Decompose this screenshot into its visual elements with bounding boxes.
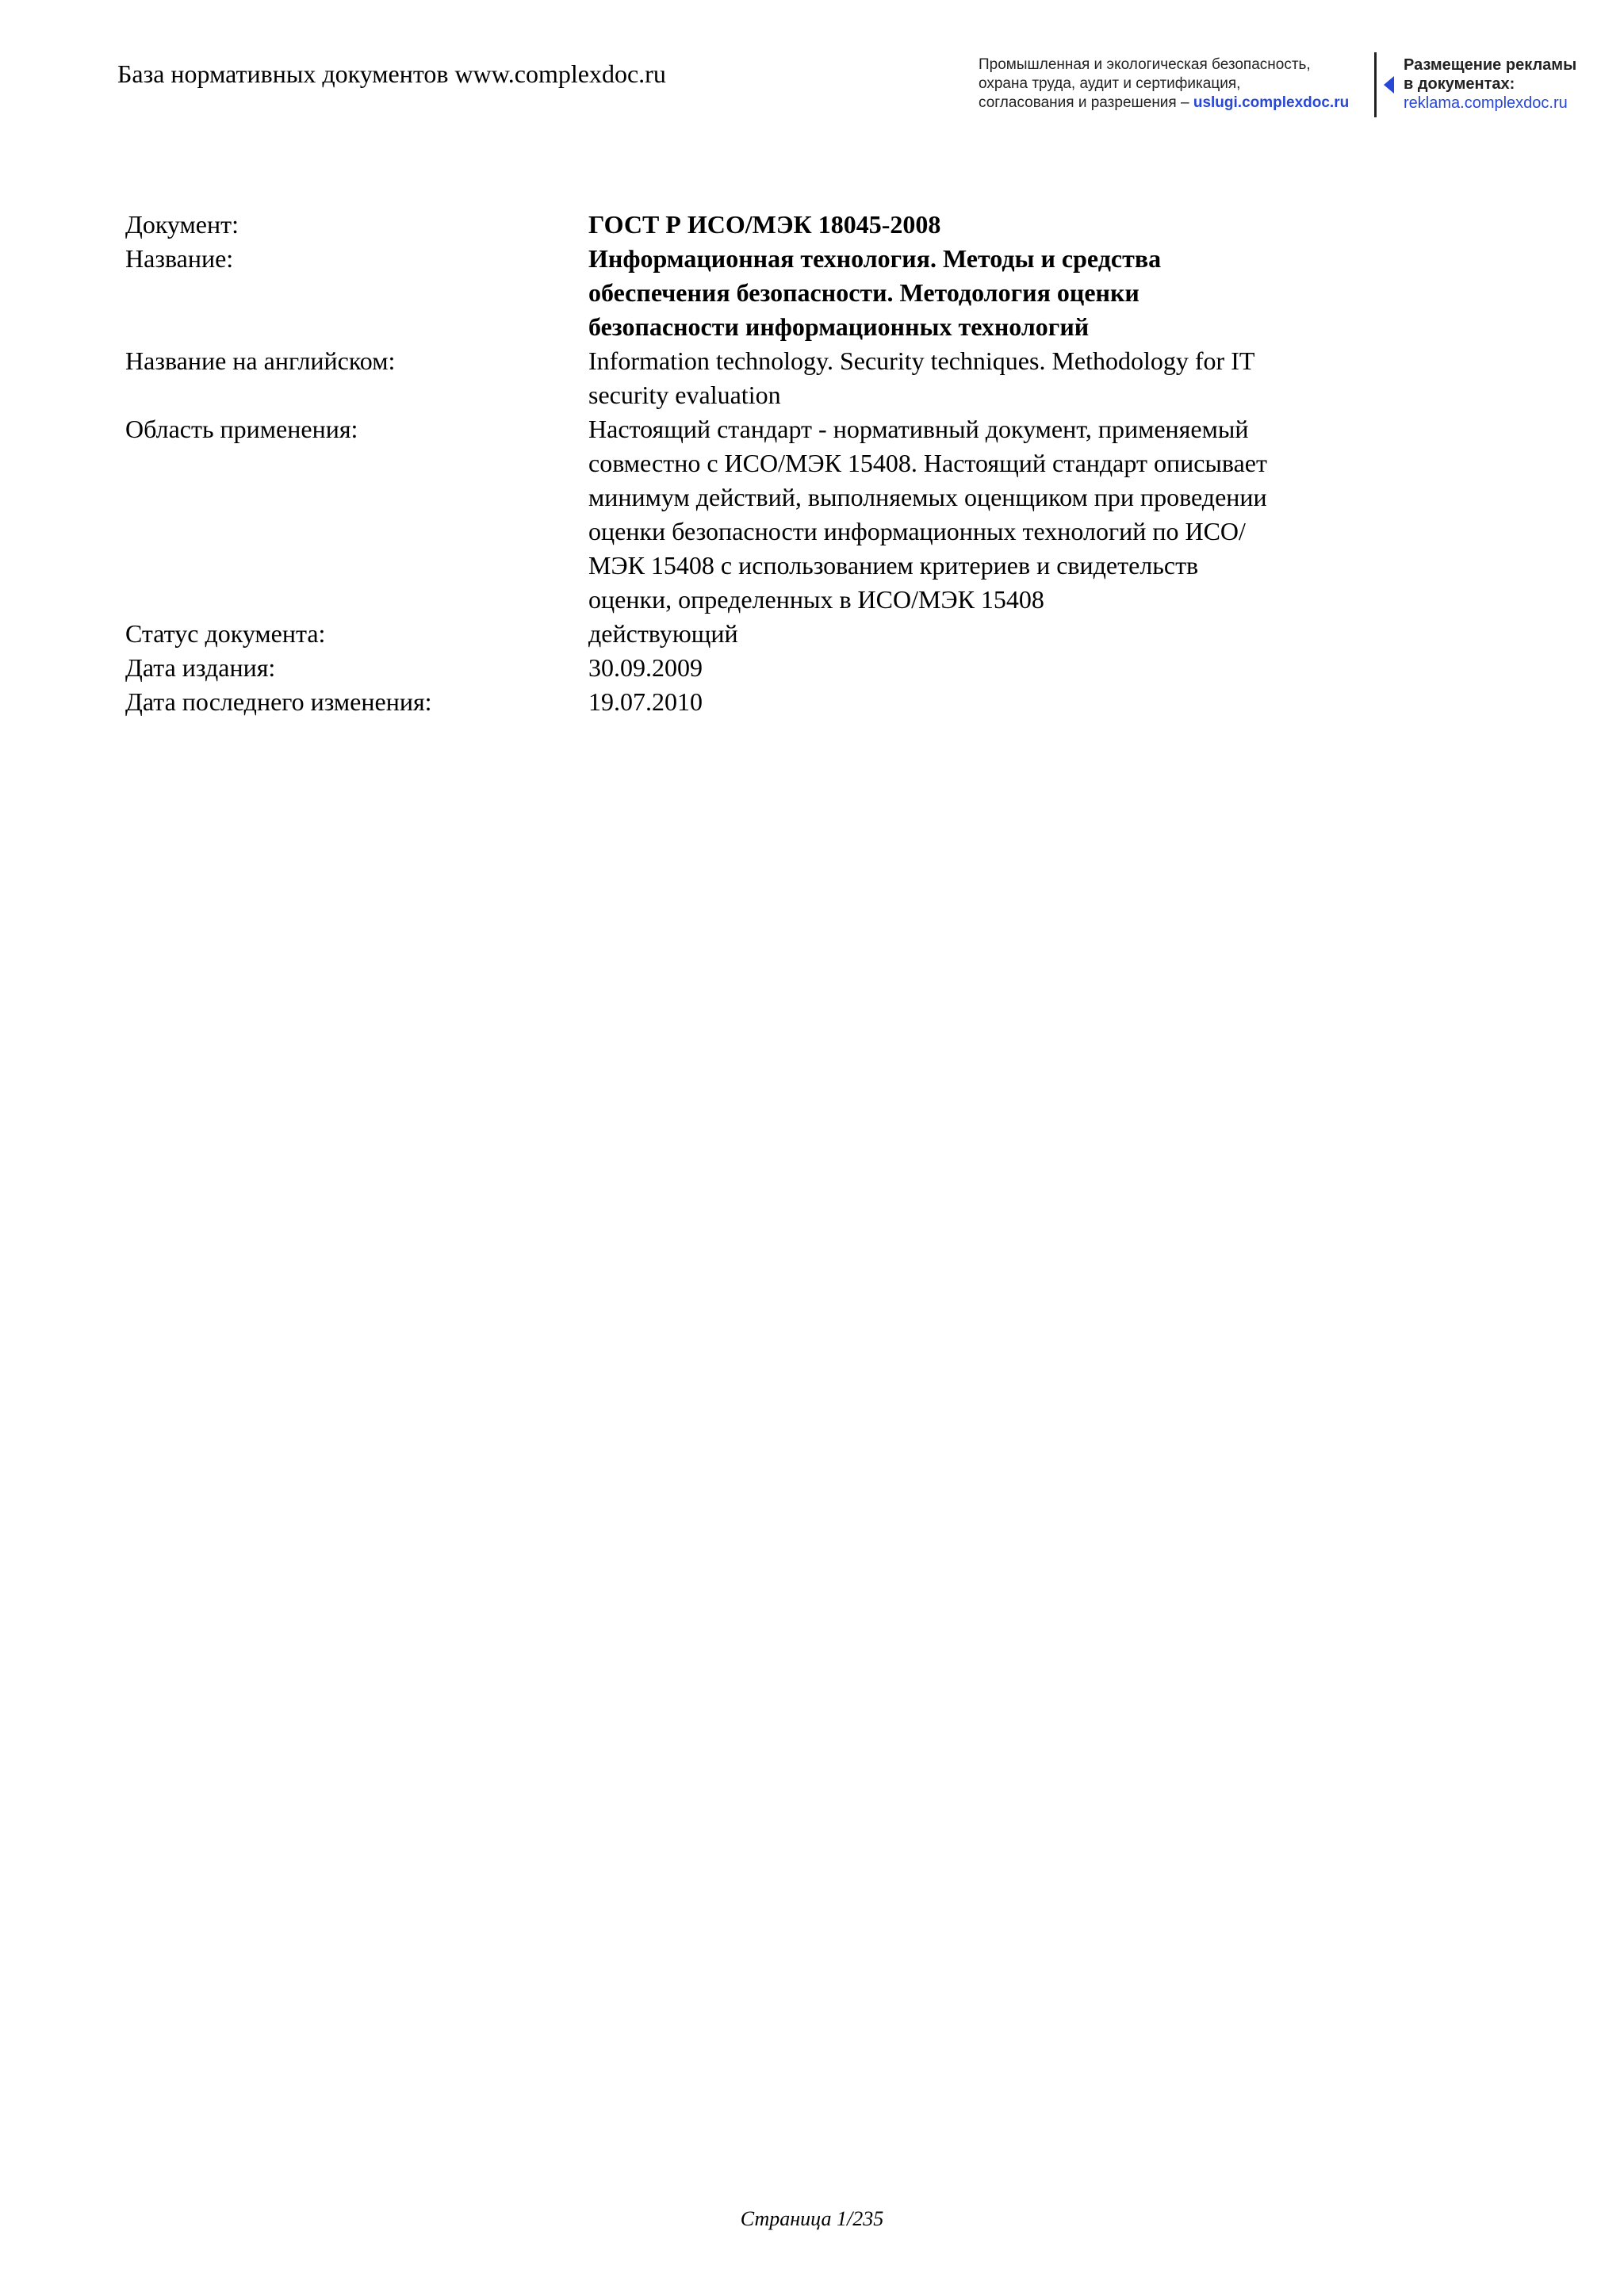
document-info-table [125, 208, 1283, 719]
row-modified-date [125, 685, 1283, 719]
value-publish-date: 30.09.2009 [588, 653, 703, 682]
row-title [125, 242, 1283, 344]
label-scope: Область применения: [125, 415, 358, 443]
advertising-ad-line-1: Размещение рекламы [1404, 56, 1577, 74]
row-scope [125, 412, 1283, 617]
row-title-english [125, 344, 1283, 412]
label-status: Статус документа: [125, 619, 326, 648]
page-number: Страница 1/235 [740, 2207, 884, 2230]
row-publish-date [125, 651, 1283, 685]
advertising-ad-line-2: в документах: [1404, 75, 1515, 93]
label-publish-date: Дата издания: [125, 653, 276, 682]
arrow-left-icon [1384, 76, 1394, 94]
services-ad[interactable] [979, 55, 1349, 113]
row-document [125, 208, 1283, 242]
ad-divider [1374, 52, 1377, 117]
label-title-english: Название на английском: [125, 346, 396, 375]
value-modified-date: 19.07.2010 [588, 687, 703, 716]
uslugi-link[interactable]: uslugi.complexdoc.ru [1193, 94, 1350, 111]
value-title: Информационная технология. Методы и средства обеспечения безопасности. Методология оценки безопасности информационных технологий [588, 244, 1162, 341]
label-document: Документ: [125, 210, 239, 239]
advertising-ad[interactable] [1404, 55, 1576, 113]
services-ad-line-2: охрана труда, аудит и сертификация, [979, 75, 1241, 92]
services-ad-line-3 [979, 94, 1349, 113]
services-ad-line-1: Промышленная и экологическая безопасность, [979, 56, 1311, 73]
value-scope: Настоящий стандарт - нормативный документ, применяемый совместно с ИСО/МЭК 15408. Настоящий стандарт описывает минимум действий, выполняемых оценщиком при проведении оценки безопасности информационных технологий по ИСО/МЭК 15408 с использованием критериев и свидетельств оценки, определенных в ИСО/МЭК 15408 [588, 415, 1267, 614]
value-status: действующий [588, 619, 738, 648]
reklama-link[interactable]: reklama.complexdoc.ru [1404, 94, 1568, 112]
services-ad-prefix: согласования и разрешения – [979, 94, 1193, 111]
value-document: ГОСТ Р ИСО/МЭК 18045-2008 [588, 210, 941, 239]
site-header-text: База нормативных документов www.complexdoc.ru [117, 59, 666, 88]
label-title: Название: [125, 244, 234, 273]
value-title-english: Information technology. Security techniques. Methodology for IT security evaluation [588, 346, 1254, 409]
row-status [125, 617, 1283, 651]
label-modified-date: Дата последнего изменения: [125, 687, 432, 716]
